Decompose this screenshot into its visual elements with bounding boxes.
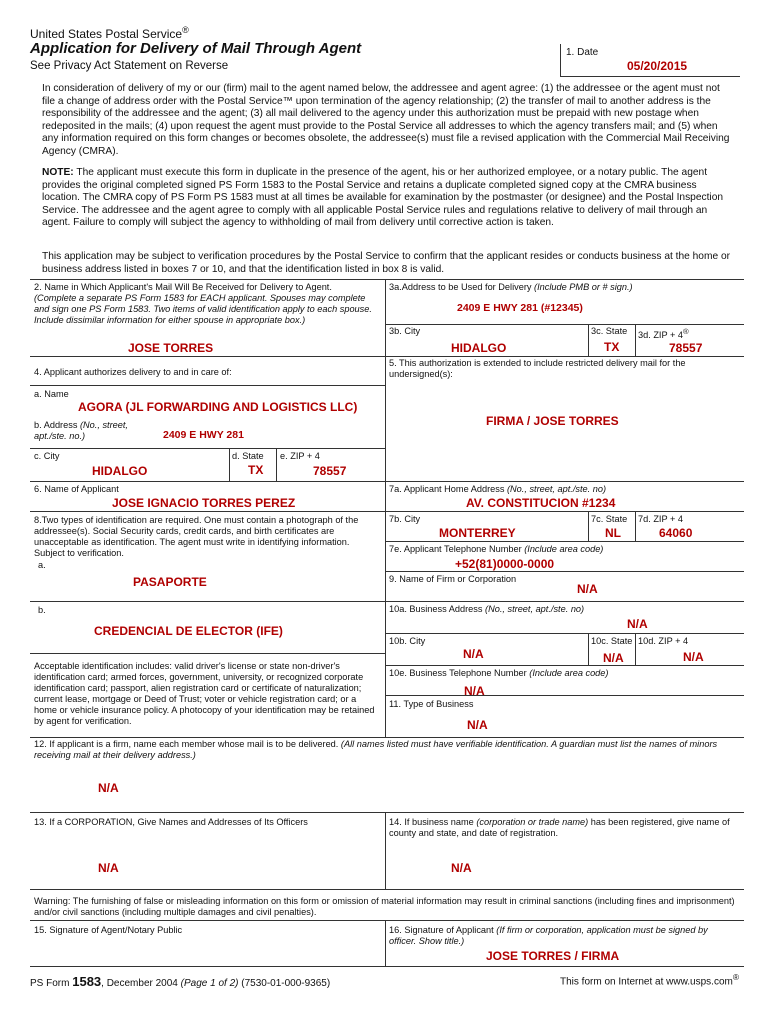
box5-label: 5. This authorization is extended to include restricted delivery mail for the undersigned(s): (389, 358, 686, 379)
box8-label: 8.Two types of identification are required. One must contain a photograph of the addressee(s). Social Security cards, credit cards, and birth certificates are unacceptable as identification. The agent must write in identifying information. Subject to verification. (34, 515, 359, 558)
date-value[interactable]: 05/20/2015 (627, 59, 688, 73)
box16-label: 16. Signature of Applicant (If firm or corporation, application must be signed by officer. Show title.) (389, 925, 708, 946)
warning-text: Warning: The furnishing of false or misleading information on this form or omission of material information may result in criminal sanctions (including fines and imprisonment) and/or civil sanctions (including multiple damages and civil penalties). (34, 896, 735, 917)
box3a-value[interactable]: 2409 E HWY 281 (#12345) (457, 302, 583, 314)
internet-note: This form on Internet at www.usps.com® (560, 972, 739, 988)
box10e-value[interactable]: N/A (464, 684, 485, 698)
date-box[interactable] (560, 44, 740, 77)
box16-value[interactable]: JOSE TORRES / FIRMA (486, 949, 620, 963)
box3b-label: 3b. City (389, 326, 421, 336)
date-label: 1. Date (566, 47, 599, 58)
box4-label: 4. Applicant authorizes delivery to and in care of: (34, 367, 232, 377)
box10e-label: 10e. Business Telephone Number (Include area code) (389, 668, 609, 678)
box4b-label: b. Address (No., street, apt./ste. no.) (34, 420, 128, 441)
box10b-value[interactable]: N/A (463, 647, 484, 661)
box12-value[interactable]: N/A (98, 781, 119, 795)
box7b-value[interactable]: MONTERREY (439, 526, 516, 540)
box13-label: 13. If a CORPORATION, Give Names and Addresses of Its Officers (34, 817, 308, 827)
box7a-label: 7a. Applicant Home Address (No., street, apt./ste. no) (389, 484, 607, 494)
box2-label: 2. Name in Which Applicant's Mail Will Be Received for Delivery to Agent. (34, 282, 332, 292)
box4e-label: e. ZIP + 4 (280, 451, 320, 461)
box3c-value[interactable]: TX (604, 340, 620, 354)
box4b-value[interactable]: 2409 E HWY 281 (163, 429, 244, 441)
box4c-value[interactable]: HIDALGO (92, 464, 148, 478)
box8a-label: a. (38, 560, 46, 570)
box4e-value[interactable]: 78557 (313, 464, 347, 478)
box7c-value[interactable]: NL (605, 526, 621, 540)
box5-value[interactable]: FIRMA / JOSE TORRES (486, 414, 619, 428)
verification-paragraph: This application may be subject to verification procedures by the Postal Service to confirm that the applicant resides or conducts business at the home or business address listed in boxes 7 or 10, and that the identification listed in box 8 is valid. (42, 251, 731, 275)
intro-paragraph: In consideration of delivery of my or our (firm) mail to the agent named below, the addressee and agent agree: (1) the addressee or the agent must not file a change of address order with the Postal Service™ upon termination of the agency relationship; (2) the transfer of mail to another address is the responsibility of the addressee and the agent; (3) all mail delivered to the agency under this authorization must be prepaid with new postage when redeposited in the mails; (4) upon request the agent must provide to the Postal Service all addresses to which the agency transfers mail; and (5) when any information required on this form changes or becomes obsolete, the addressee(s) must file a revised application with the Commercial Mail Receiving Agency (CMRA). (42, 83, 730, 157)
box12-label: 12. If applicant is a firm, name each member whose mail is to be delivered. (All names listed must have verifiable identification. A guardian must list the names of minors receiving mail at their delivery address.) (34, 739, 718, 760)
box3c-label: 3c. State (591, 326, 628, 336)
box10c-label: 10c. State (591, 636, 633, 646)
box6-label: 6. Name of Applicant (34, 484, 119, 494)
box8b-label: b. (38, 605, 46, 615)
box11-value[interactable]: N/A (467, 718, 488, 732)
box7c-label: 7c. State (591, 514, 628, 524)
box4a-value[interactable]: AGORA (JL FORWARDING AND LOGISTICS LLC) (78, 400, 358, 414)
box10b-label: 10b. City (389, 636, 426, 646)
note-paragraph: NOTE: The applicant must execute this form in duplicate in the presence of the agent, his or her authorized employee, or a notary public. The agent provides the original completed signed PS Form 1583 to the Postal Service and retains a duplicate completed signed copy at the CMRA business location. The CMRA copy of PS Form PS 1583 must at all times be available for examination by the postmaster (or designee) and the Postal Inspection Service. The addressee and the agent agree to comply with all applicable Postal Service rules and regulations relative to delivery of mail through an agent. Failure to comply will subject the agency to withholding of mail from delivery until corrective action is taken. (42, 167, 724, 229)
box4c-label: c. City (34, 451, 60, 461)
box9-label: 9. Name of Firm or Corporation (389, 574, 517, 584)
org-name: United States Postal Service® (30, 25, 189, 41)
box9-value[interactable]: N/A (577, 582, 598, 596)
box7a-value[interactable]: AV. CONSTITUCION #1234 (466, 496, 616, 510)
box4a-label: a. Name (34, 389, 69, 399)
box10c-value[interactable]: N/A (603, 651, 624, 665)
box7b-label: 7b. City (389, 514, 421, 524)
box13-value[interactable]: N/A (98, 861, 119, 875)
form-title: Application for Delivery of Mail Through Agent (30, 40, 362, 57)
box7d-label: 7d. ZIP + 4 (638, 514, 684, 524)
box10d-label: 10d. ZIP + 4 (638, 636, 689, 646)
privacy-note: See Privacy Act Statement on Reverse (30, 60, 229, 72)
box7e-label: 7e. Applicant Telephone Number (Include area code) (389, 544, 604, 554)
box14-label: 14. If business name (corporation or trade name) has been registered, give name of county and state, and date of registration. (389, 817, 730, 838)
box14-value[interactable]: N/A (451, 861, 472, 875)
box4d-value[interactable]: TX (248, 463, 264, 477)
box3a-label: 3a.Address to be Used for Delivery (Include PMB or # sign.) (389, 282, 633, 292)
box10a-value[interactable]: N/A (627, 617, 648, 631)
box7d-value[interactable]: 64060 (659, 526, 693, 540)
box8-acceptable: Acceptable identification includes: valid driver's license or state non-driver's identification card; armed forces, government, university, or recognized corporate identification card; passport, alien registration card or certificate of naturalization; current lease, mortgage or Deed of Trust; voter or vehicle registration card; or a home or vehicle insurance policy. A photocopy of your identification may be retained by agent for verification. (34, 661, 375, 726)
box7e-value[interactable]: +52(81)0000-0000 (455, 557, 555, 571)
form-footer: PS Form 1583, December 2004 (Page 1 of 2) (7530-01-000-9365) (30, 974, 331, 989)
box10d-value[interactable]: N/A (683, 650, 704, 664)
box4d-label: d. State (232, 451, 264, 461)
box3d-label: 3d. ZIP + 4® (638, 327, 689, 341)
box10a-label: 10a. Business Address (No., street, apt./ste. no) (389, 604, 585, 614)
box8a-value[interactable]: PASAPORTE (133, 575, 207, 589)
box6-value[interactable]: JOSE IGNACIO TORRES PEREZ (112, 496, 296, 510)
box8b-value[interactable]: CREDENCIAL DE ELECTOR (IFE) (94, 624, 283, 638)
box3b-value[interactable]: HIDALGO (451, 341, 507, 355)
box2-note: (Complete a separate PS Form 1583 for EACH applicant. Spouses may complete and sign one PS Form 1583. Two items of valid identification apply to each spouse. Include dissimilar information for either spouse in appropriate box.) (34, 293, 372, 325)
box2-value[interactable]: JOSE TORRES (128, 341, 214, 355)
box3d-value[interactable]: 78557 (669, 341, 703, 355)
box11-label: 11. Type of Business (389, 699, 474, 709)
box15-label[interactable]: 15. Signature of Agent/Notary Public (34, 925, 183, 935)
